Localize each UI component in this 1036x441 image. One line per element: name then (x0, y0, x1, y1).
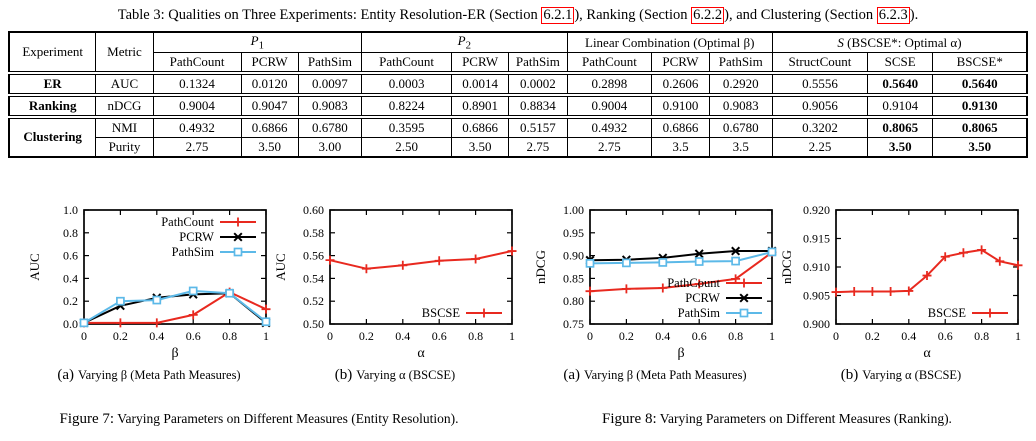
svg-text:AUC: AUC (27, 253, 42, 281)
chart-svg-fig8a (532, 200, 778, 362)
value-cell: 2.75 (153, 137, 241, 157)
svg-text:1.0: 1.0 (63, 202, 78, 217)
svg-text:0: 0 (327, 328, 333, 343)
section-ref-621-link[interactable]: 6.2.1 (543, 7, 573, 23)
value-cell: 0.5157 (509, 117, 567, 138)
value-cell: 0.3595 (362, 117, 452, 138)
sub-header-5: PathSim (509, 52, 567, 73)
value-cell: 0.9104 (868, 95, 933, 117)
subcaption-text: Varying α (BSCSE) (862, 367, 962, 382)
subcaption-fig8b (778, 366, 1024, 384)
svg-text:0.85: 0.85 (563, 271, 584, 286)
metric-cell: AUC (96, 73, 153, 95)
value-cell: 0.9004 (567, 95, 652, 117)
table-caption-text: ), and Clustering (Section (724, 7, 877, 23)
value-cell: 2.50 (362, 137, 452, 157)
svg-text:1.00: 1.00 (563, 202, 584, 217)
value-cell: 3.50 (868, 137, 933, 157)
spacer (518, 366, 532, 384)
subcaption-fig8a (532, 366, 778, 384)
svg-text:0.95: 0.95 (563, 225, 584, 240)
svg-text:0.4: 0.4 (901, 328, 917, 343)
subcaption-fig7b (272, 366, 518, 384)
subcaption-tag: (a) (57, 366, 75, 383)
value-cell: 3.50 (452, 137, 509, 157)
value-cell: 0.3202 (772, 117, 867, 138)
sub-header-7: PCRW (652, 52, 709, 73)
svg-text:0.6: 0.6 (691, 328, 707, 343)
chart-fig7b-varying-alpha (272, 200, 518, 362)
group-header-2: Linear Combination (Optimal β) (567, 32, 772, 52)
svg-text:0.8: 0.8 (974, 328, 990, 343)
sub-header-9: StructCount (772, 52, 867, 73)
svg-text:0.2: 0.2 (112, 328, 128, 343)
value-cell: 0.0120 (241, 73, 298, 95)
svg-text:0.4: 0.4 (63, 271, 78, 286)
svg-text:0.4: 0.4 (149, 328, 165, 343)
svg-text:PathSim: PathSim (171, 244, 214, 259)
svg-text:1: 1 (1015, 328, 1021, 343)
value-cell: 0.8065 (868, 117, 933, 138)
svg-text:0.6: 0.6 (937, 328, 953, 343)
svg-text:0.90: 0.90 (563, 248, 584, 263)
svg-text:0.6: 0.6 (431, 328, 447, 343)
value-cell: 0.6866 (452, 117, 509, 138)
figure-captions-row (0, 410, 1036, 428)
value-cell: 0.0003 (362, 73, 452, 95)
figure8-text: Varying Parameters on Different Measures (Ranking). (656, 410, 952, 426)
svg-text:0.2: 0.2 (864, 328, 880, 343)
col-header-experiment: Experiment (9, 32, 96, 73)
svg-text:0.4: 0.4 (655, 328, 671, 343)
value-cell: 3.00 (298, 137, 361, 157)
table-caption-text: Table 3: Qualities on Three Experiments: Entity Resolution-ER (Section (117, 7, 542, 23)
svg-text:0.0: 0.0 (63, 316, 78, 331)
value-cell: 0.4932 (153, 117, 241, 138)
svg-text:1: 1 (509, 328, 515, 343)
svg-text:β: β (677, 345, 685, 361)
svg-text:0.905: 0.905 (803, 288, 830, 303)
figure7-charts (26, 200, 518, 362)
value-cell: 0.0002 (509, 73, 567, 95)
svg-text:0.56: 0.56 (303, 248, 324, 263)
value-cell: 0.2920 (709, 73, 772, 95)
metric-cell: Purity (96, 137, 153, 157)
svg-text:0.2: 0.2 (358, 328, 374, 343)
subcaption-text: Varying β (Meta Path Measures) (584, 367, 747, 382)
table-caption-text: ). (909, 7, 919, 23)
svg-text:0.900: 0.900 (803, 316, 830, 331)
value-cell: 0.6866 (652, 117, 709, 138)
table-row (9, 137, 1027, 157)
sub-header-3: PathCount (362, 52, 452, 73)
value-cell: 0.9100 (652, 95, 709, 117)
value-cell: 2.75 (509, 137, 567, 157)
value-cell: 0.5556 (772, 73, 867, 95)
value-cell: 3.50 (241, 137, 298, 157)
value-cell: 0.8224 (362, 95, 452, 117)
group-header-0: $P_1$ (153, 32, 362, 52)
group-header-1: $P_2$ (362, 32, 567, 52)
svg-text:0.6: 0.6 (185, 328, 201, 343)
results-table (8, 31, 1028, 158)
figure7-caption (0, 410, 518, 428)
svg-text:BSCSE: BSCSE (927, 305, 966, 320)
value-cell: 2.75 (567, 137, 652, 157)
table-caption (0, 0, 1036, 24)
subcaptions-row (0, 366, 1036, 384)
svg-text:PCRW: PCRW (685, 290, 720, 305)
subcaption-text: Varying β (Meta Path Measures) (78, 367, 241, 382)
value-cell: 0.0097 (298, 73, 361, 95)
figure8-caption (518, 410, 1036, 428)
value-cell: 0.6780 (298, 117, 361, 138)
subcaption-tag: (a) (563, 366, 581, 383)
figure7-text: Varying Parameters on Different Measures (Entity Resolution). (114, 410, 459, 426)
value-cell: 0.2898 (567, 73, 652, 95)
svg-text:0.50: 0.50 (303, 316, 324, 331)
experiment-cell: Clustering (9, 117, 96, 157)
value-cell: 3.5 (709, 137, 772, 157)
svg-text:β: β (171, 345, 179, 361)
sub-header-4: PCRW (452, 52, 509, 73)
sub-header-2: PathSim (298, 52, 361, 73)
experiment-cell: Ranking (9, 95, 96, 117)
value-cell: 0.6780 (709, 117, 772, 138)
value-cell: 0.0014 (452, 73, 509, 95)
value-cell: 0.9083 (709, 95, 772, 117)
group-header-3: S (BSCSE*: Optimal α) (772, 32, 1027, 52)
svg-text:0.8: 0.8 (222, 328, 238, 343)
svg-text:nDCG: nDCG (533, 249, 548, 284)
value-cell: 3.50 (933, 137, 1027, 157)
chart-svg-fig7a (26, 200, 272, 362)
sub-header-10: SCSE (868, 52, 933, 73)
sub-header-11: BSCSE* (933, 52, 1027, 73)
value-cell: 0.5640 (868, 73, 933, 95)
value-cell: 0.8901 (452, 95, 509, 117)
value-cell: 0.2606 (652, 73, 709, 95)
svg-text:0.6: 0.6 (63, 248, 78, 263)
svg-text:0.8: 0.8 (728, 328, 744, 343)
svg-text:0.52: 0.52 (303, 294, 324, 309)
table-row (9, 95, 1027, 117)
sub-header-8: PathSim (709, 52, 772, 73)
svg-text:PCRW: PCRW (179, 229, 214, 244)
svg-text:nDCG: nDCG (779, 249, 794, 284)
svg-text:0.8: 0.8 (468, 328, 484, 343)
sub-header-0: PathCount (153, 52, 241, 73)
svg-text:1: 1 (263, 328, 269, 343)
svg-text:α: α (923, 345, 931, 361)
subcaption-tag: (b) (334, 366, 353, 383)
svg-text:α: α (417, 345, 425, 361)
value-cell: 0.9056 (772, 95, 867, 117)
svg-text:0.80: 0.80 (563, 294, 584, 309)
subcaption-text: Varying α (BSCSE) (356, 367, 456, 382)
value-cell: 0.9130 (933, 95, 1027, 117)
svg-text:0: 0 (81, 328, 87, 343)
value-cell: 0.6866 (241, 117, 298, 138)
chart-fig8a-varying-beta (532, 200, 778, 362)
metric-cell: NMI (96, 117, 153, 138)
figure7-label: Figure 7: (59, 410, 115, 427)
svg-text:0.2: 0.2 (63, 294, 78, 309)
svg-text:0.60: 0.60 (303, 202, 324, 217)
svg-text:0.2: 0.2 (618, 328, 634, 343)
subcaption-tag: (b) (840, 366, 859, 383)
table-row (9, 117, 1027, 138)
svg-text:AUC: AUC (273, 253, 288, 281)
svg-text:0.4: 0.4 (395, 328, 411, 343)
chart-svg-fig7b (272, 200, 518, 362)
value-cell: 2.25 (772, 137, 867, 157)
col-header-metric: Metric (96, 32, 153, 73)
svg-text:0: 0 (833, 328, 839, 343)
metric-cell: nDCG (96, 95, 153, 117)
figure8-charts (532, 200, 1024, 362)
svg-text:1: 1 (769, 328, 775, 343)
svg-text:0.58: 0.58 (303, 225, 324, 240)
svg-text:0: 0 (587, 328, 593, 343)
value-cell: 0.1324 (153, 73, 241, 95)
table-caption-text: ), Ranking (Section (574, 7, 692, 23)
chart-fig7a-varying-beta (26, 200, 272, 362)
subcaption-fig7a (26, 366, 272, 384)
svg-text:BSCSE: BSCSE (421, 305, 460, 320)
svg-text:0.910: 0.910 (803, 259, 830, 274)
value-cell: 0.9083 (298, 95, 361, 117)
chart-svg-fig8b (778, 200, 1024, 362)
svg-text:0.54: 0.54 (303, 271, 324, 286)
svg-text:0.915: 0.915 (803, 231, 830, 246)
value-cell: 0.9047 (241, 95, 298, 117)
svg-text:PathCount: PathCount (667, 275, 720, 290)
sub-header-6: PathCount (567, 52, 652, 73)
table-row (9, 73, 1027, 95)
svg-text:PathCount: PathCount (161, 214, 214, 229)
value-cell: 3.5 (652, 137, 709, 157)
value-cell: 0.9004 (153, 95, 241, 117)
value-cell: 0.5640 (933, 73, 1027, 95)
section-ref-622-link[interactable]: 6.2.2 (693, 7, 723, 23)
svg-text:0.75: 0.75 (563, 316, 584, 331)
svg-text:PathSim: PathSim (677, 305, 720, 320)
value-cell: 0.8065 (933, 117, 1027, 138)
figure8-label: Figure 8: (602, 410, 657, 427)
svg-text:0.920: 0.920 (803, 202, 830, 217)
experiment-cell: ER (9, 73, 96, 95)
section-ref-623-link[interactable]: 6.2.3 (878, 7, 908, 23)
charts-row (0, 200, 1036, 362)
value-cell: 0.4932 (567, 117, 652, 138)
svg-text:0.8: 0.8 (63, 225, 78, 240)
sub-header-1: PCRW (241, 52, 298, 73)
value-cell: 0.8834 (509, 95, 567, 117)
chart-fig8b-varying-alpha (778, 200, 1024, 362)
